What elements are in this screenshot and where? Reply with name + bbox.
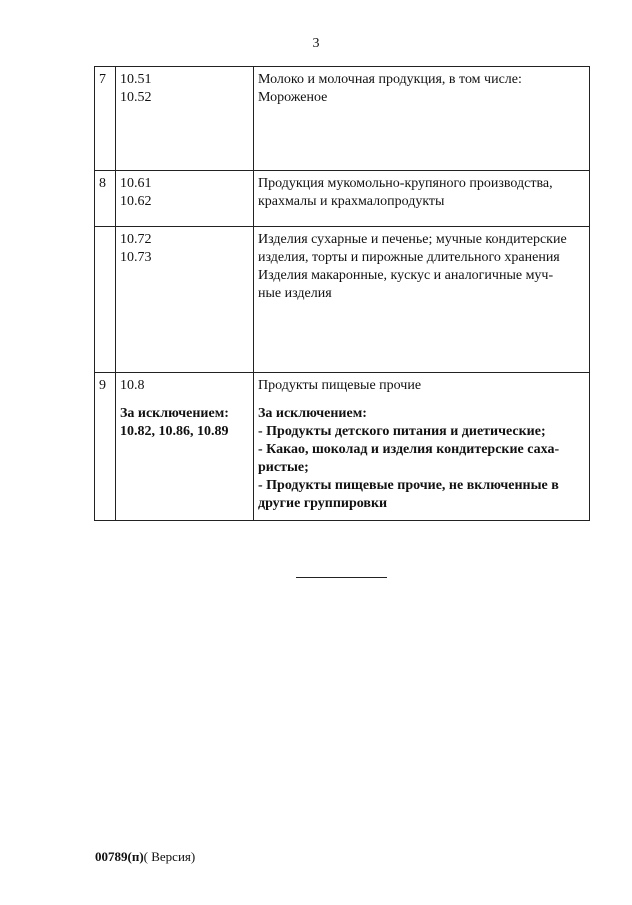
name-cell [254,67,590,171]
exception-label: За исключением: [258,406,367,421]
okved-code: 10.61 [120,176,152,191]
okved-code: 10.62 [120,194,152,209]
row-number-cell [95,373,116,521]
spacer [258,395,585,405]
table-row [95,373,590,521]
footer [95,849,195,865]
excluded-codes: 10.82, 10.86, 10.89 [120,424,229,439]
exception-label: За исключением: [120,406,229,421]
product-name: Изделия сухарные и печенье; мучные кондитерские [258,232,567,247]
code-cell [116,227,254,373]
product-name: Молоко и молочная продукция, в том числе: [258,72,522,87]
name-cell [254,373,590,521]
name-cell [254,227,590,373]
name-cell [254,171,590,227]
product-name: Продукция мукомольно-крупяного производства, [258,176,553,191]
okved-code: 10.8 [120,378,145,393]
row-number-cell [95,67,116,171]
excluded-product: - Продукты детского питания и диетические; [258,424,546,439]
excluded-product: - Продукты пищевые прочие, не включенные в [258,478,559,493]
spacer [120,395,249,405]
okved-code: 10.73 [120,250,152,265]
code-cell [116,373,254,521]
table-row [95,171,590,227]
row-number: 7 [99,72,106,87]
version-note: ( Версия) [143,849,196,864]
document-code: 00789(п) [95,849,144,864]
product-name: ные изделия [258,286,332,301]
classifier-table [94,66,590,521]
row-number-cell [95,171,116,227]
page-number: 3 [312,36,320,51]
row-number: 8 [99,176,106,191]
product-name: Мороженое [258,90,328,105]
product-name: Продукты пищевые прочие [258,378,422,393]
code-cell [116,67,254,171]
code-cell [116,171,254,227]
okved-code: 10.72 [120,232,152,247]
excluded-product: - Какао, шоколад и изделия кондитерские саха- [258,442,560,457]
product-name: крахмалы и крахмалопродукты [258,194,445,209]
okved-code: 10.52 [120,90,152,105]
product-name: Изделия макаронные, кускус и аналогичные муч- [258,268,554,283]
row-number: 9 [99,378,106,393]
excluded-product: ристые; [258,460,309,475]
table-row [95,227,590,373]
table-row [95,67,590,171]
product-name: изделия, торты и пирожные длительного хранения [258,250,560,265]
row-number-cell [95,227,116,373]
end-separator-line [296,577,387,578]
okved-code: 10.51 [120,72,152,87]
excluded-product: другие группировки [258,496,388,511]
